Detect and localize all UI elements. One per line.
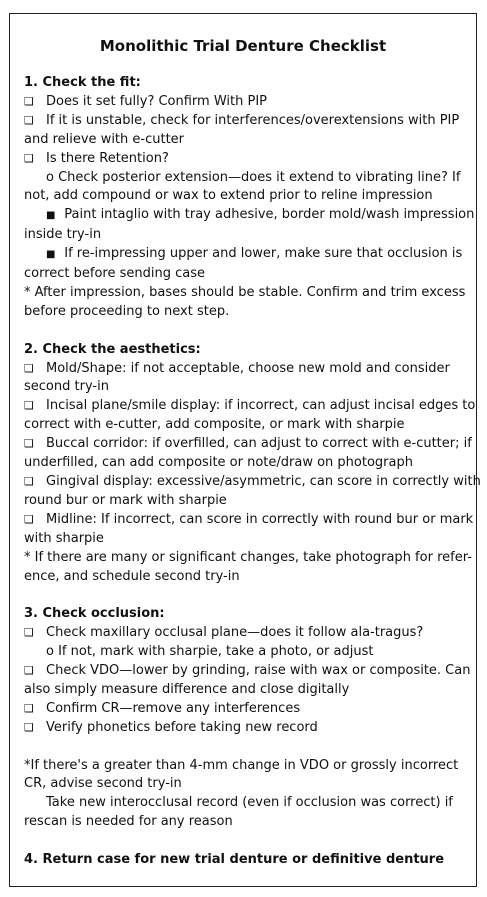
checkbox-icon: ❑ — [24, 399, 34, 413]
section-note: * If there are many or significant changes, take photograph for refer- — [24, 549, 472, 565]
section-note-continuation: before proceeding to next step. — [24, 303, 230, 319]
list-item — [24, 662, 470, 681]
list-item — [24, 511, 474, 530]
page-title: Monolithic Trial Denture Checklist — [99, 37, 387, 55]
list-item — [24, 473, 481, 492]
item-text-continuation: and relieve with e-cutter — [24, 131, 185, 147]
section-note-continuation: rescan is needed for any reason — [24, 814, 233, 830]
section-note: * After impression, bases should be stable. Confirm and trim excess — [24, 284, 466, 300]
item-text-continuation: with sharpie — [24, 530, 104, 546]
square-bullet-icon: ■ — [46, 210, 56, 222]
sub-item: o Check posterior extension—does it extend to vibrating line? If — [46, 169, 461, 185]
checkbox-icon: ❑ — [24, 701, 34, 715]
checkbox-icon: ❑ — [24, 626, 34, 640]
section-note-continuation: ence, and schedule second try-in — [24, 568, 240, 584]
item-text-continuation: correct with e-cutter, add composite, or mark with sharpie — [24, 417, 405, 433]
checkbox-icon: ❑ — [24, 361, 34, 375]
section-heading-occlusion: 3. Check occlusion: — [24, 606, 165, 622]
checkbox-icon: ❑ — [24, 720, 34, 734]
list-item — [24, 93, 470, 112]
list-item — [24, 624, 470, 643]
checkbox-icon: ❑ — [24, 113, 34, 127]
sub-item — [24, 245, 470, 265]
sub-item — [24, 206, 475, 226]
checkbox-icon: ❑ — [24, 151, 34, 165]
checkbox-icon: ❑ — [24, 512, 34, 526]
item-text-continuation: also simply measure difference and close digitally — [24, 681, 350, 697]
item-text: Check maxillary occlusal plane—does it follow ala-tragus? — [46, 625, 424, 641]
section-heading-aesthetics: 2. Check the aesthetics: — [24, 341, 201, 357]
list-item — [24, 397, 476, 416]
square-bullet-icon: ■ — [46, 249, 56, 261]
item-text: Buccal corridor: if overfilled, can adjust to correct with e-cutter; if — [46, 436, 472, 452]
list-item — [24, 112, 470, 131]
item-text: Incisal plane/smile display: if incorrect, can adjust incisal edges to — [46, 398, 476, 414]
item-text-continuation: second try-in — [24, 379, 109, 395]
item-text: Confirm CR—remove any interferences — [46, 700, 301, 716]
list-item — [24, 700, 470, 719]
checkbox-icon: ❑ — [24, 475, 34, 489]
item-text: Midline: If incorrect, can score in correctly with round bur or mark — [46, 511, 474, 527]
checklist-body — [24, 74, 481, 870]
item-text: Is there Retention? — [46, 150, 169, 166]
section-note-continuation: CR, advise second try-in — [24, 776, 182, 792]
item-text-continuation: round bur or mark with sharpie — [24, 492, 227, 508]
item-text: Mold/Shape: if not acceptable, choose new mold and consider — [46, 360, 450, 376]
list-item — [24, 360, 470, 379]
checkbox-icon: ❑ — [24, 94, 34, 108]
item-text: Does it set fully? Confirm With PIP — [46, 93, 268, 109]
item-text: If re-impressing upper and lower, make sure that occlusion is — [64, 246, 463, 262]
checkbox-icon: ❑ — [24, 437, 34, 451]
sub-item-continuation: not, add compound or wax to extend prior to reline impression — [24, 188, 433, 204]
sub-item: o If not, mark with sharpie, take a photo, or adjust — [46, 644, 374, 660]
list-item — [24, 435, 470, 454]
list-item — [24, 719, 470, 738]
checkbox-icon: ❑ — [24, 664, 34, 678]
item-text: Paint intaglio with tray adhesive, border mold/wash impression — [64, 207, 475, 223]
sub-item-continuation: correct before sending case — [24, 266, 206, 282]
list-item — [24, 150, 470, 169]
sub-item-continuation: inside try-in — [24, 227, 102, 243]
checklist-frame — [9, 13, 481, 887]
section-heading-fit: 1. Check the fit: — [24, 75, 141, 90]
item-text: Verify phonetics before taking new record — [46, 719, 318, 735]
item-text-continuation: underfilled, can add composite or note/draw on photograph — [24, 455, 413, 471]
section-heading-return-case: 4. Return case for new trial denture or definitive denture — [24, 852, 445, 868]
item-text: Check VDO—lower by grinding, raise with wax or composite. Can — [46, 663, 471, 679]
item-text: If it is unstable, check for interferences/overextensions with PIP — [46, 112, 460, 128]
item-text: Gingival display: excessive/asymmetric, can score in correctly with — [46, 474, 481, 490]
section-note: *If there's a greater than 4-mm change in VDO or grossly incorrect — [24, 757, 459, 773]
section-note: Take new interocclusal record (even if occlusion was correct) if — [46, 795, 453, 811]
